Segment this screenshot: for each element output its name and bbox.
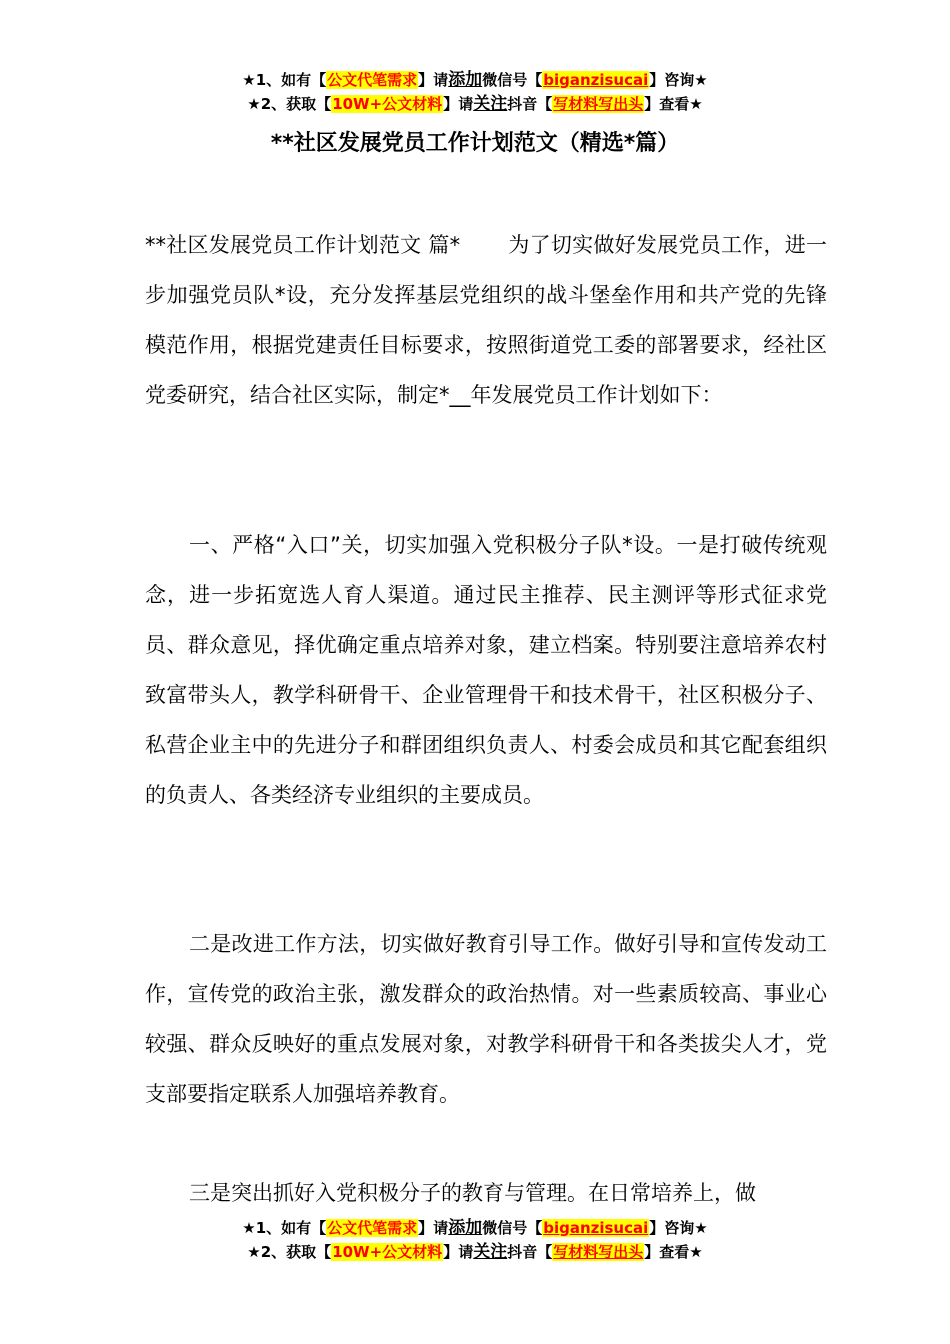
promo-highlight: 10W+公文材料 [332, 95, 443, 113]
document-title: **社区发展党员工作计划范文（精选*篇） [270, 131, 680, 156]
promo-banner-bottom [0, 1216, 950, 1264]
promo-text: 微信号【 [482, 1219, 543, 1237]
promo-accent: 添加 [448, 70, 483, 90]
douyin-account: 写材料写出头 [553, 95, 644, 113]
intro-lead: **社区发展党员工作计划范文 篇* [145, 233, 461, 257]
promo-line-1 [0, 68, 950, 92]
promo-banner-top [0, 68, 950, 116]
intro-body: 为了切实做好发展党员工作，进一步加强党员队*设，充分发挥基层党组织的战斗堡垒作用和共产党的先锋模范作用，根据党建责任目标要求，按照街道党工委的部署要求，经社区党委研究，结合社区实际，制定*__年发展党员工作计划如下： [145, 233, 827, 407]
promo-text: 】请 [418, 1219, 449, 1237]
douyin-account: 写材料写出头 [553, 1243, 644, 1261]
promo-accent: 关注 [473, 1242, 508, 1262]
wechat-id: biganzisucai [543, 71, 649, 89]
wechat-id: biganzisucai [543, 1219, 649, 1237]
promo-text: 】请 [443, 95, 474, 113]
promo-highlight: 公文代笔需求 [327, 1219, 418, 1237]
promo-text: ★1、如有【 [242, 1219, 327, 1237]
promo-text: ★2、获取【 [247, 95, 332, 113]
promo-text: ★2、获取【 [247, 1243, 332, 1261]
promo-text: 】请 [443, 1243, 474, 1261]
promo-text: 】请 [418, 71, 449, 89]
promo-text: 】咨询★ [649, 1219, 708, 1237]
promo-text: 微信号【 [482, 71, 543, 89]
paragraph-section-1: 一、严格“入口”关，切实加强入党积极分子队*设。一是打破传统观念，进一步拓宽选人育人渠道。通过民主推荐、民主测评等形式征求党员、群众意见，择优确定重点培养对象，建立档案。特别要注意培养农村致富带头人，教学科研骨干、企业管理骨干和技术骨干，社区积极分子、私营企业主中的先进分子和群团组织负责人、村委会成员和其它配套组织的负责人、各类经济专业组织的主要成员。 [145, 533, 827, 807]
promo-text: 抖音【 [507, 1243, 553, 1261]
promo-line-2 [0, 92, 950, 116]
promo-text: 】咨询★ [649, 71, 708, 89]
promo-highlight: 公文代笔需求 [327, 71, 418, 89]
paragraph-intro [145, 220, 827, 420]
promo-accent: 关注 [473, 94, 508, 114]
promo-line-1 [0, 1216, 950, 1240]
promo-text: 】查看★ [644, 95, 703, 113]
promo-line-2 [0, 1240, 950, 1264]
promo-text: ★1、如有【 [242, 71, 327, 89]
promo-text: 抖音【 [507, 95, 553, 113]
paragraph-section-3: 三是突出抓好入党积极分子的教育与管理。在日常培养上，做 [189, 1181, 756, 1205]
paragraph-section-2: 二是改进工作方法，切实做好教育引导工作。做好引导和宣传发动工作，宣传党的政治主张，激发群众的政治热情。对一些素质较高、事业心较强、群众反映好的重点发展对象，对教学科研骨干和各类拔尖人才，党支部要指定联系人加强培养教育。 [145, 932, 827, 1106]
promo-highlight: 10W+公文材料 [332, 1243, 443, 1261]
promo-text: 】查看★ [644, 1243, 703, 1261]
promo-accent: 添加 [448, 1218, 483, 1238]
